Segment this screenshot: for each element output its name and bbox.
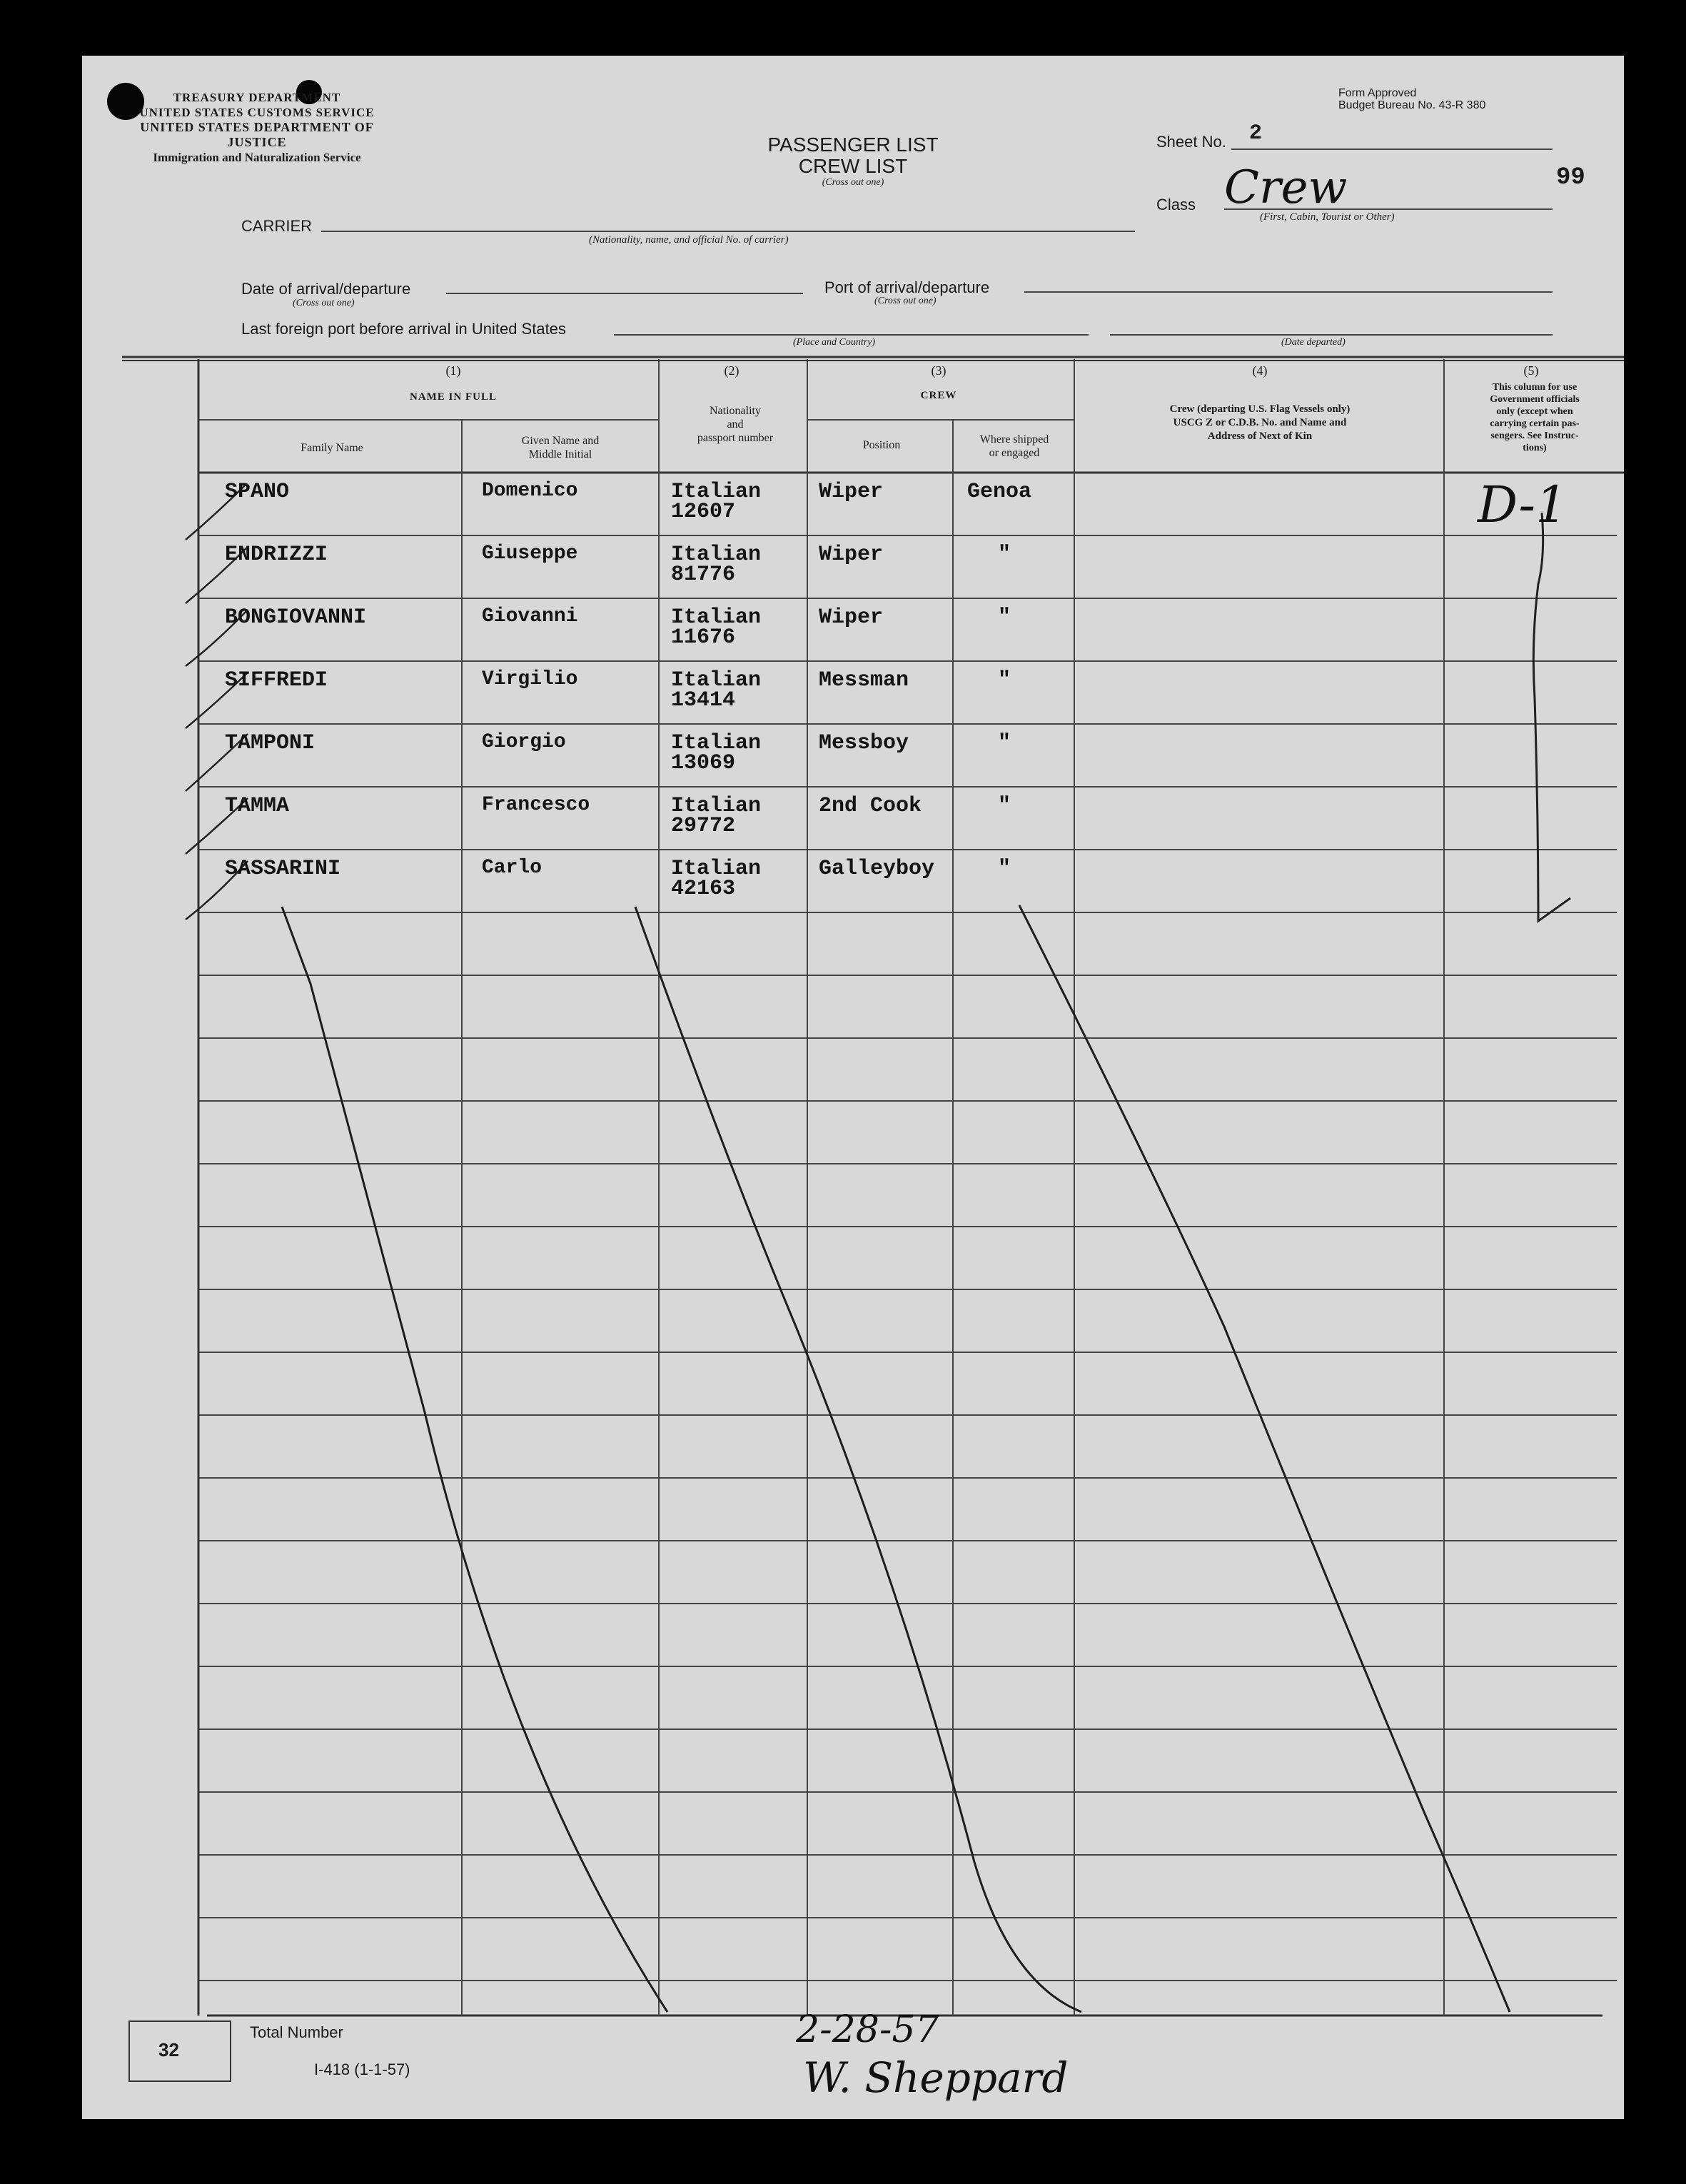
given-name: Domenico (482, 480, 578, 502)
form-sheet (82, 56, 1624, 2119)
passport-number: 11676 (671, 625, 736, 650)
nationality: Italian (671, 794, 762, 818)
passport-number: 12607 (671, 500, 736, 524)
where-shipped: " (998, 794, 1011, 818)
given-line-1: Given Name and (521, 435, 600, 447)
arrival-note: (Cross out one) (293, 298, 355, 308)
where-shipped: " (998, 731, 1011, 755)
nationality: Italian (671, 857, 762, 881)
shipped-line-2: or engaged (989, 447, 1040, 459)
where-shipped: " (998, 668, 1011, 693)
col-family-name: Family Name (301, 442, 363, 454)
c5-line-3: only (except when (1496, 406, 1573, 417)
col5-annotation: D-1 (1478, 475, 1568, 534)
form-approved-line-2: Budget Bureau No. 43-R 380 (1338, 99, 1486, 111)
nationality: Italian (671, 731, 762, 755)
col5-number: (5) (1523, 363, 1539, 378)
given-name: Giorgio (482, 731, 566, 753)
handwritten-date: 2-28-57 (796, 2008, 939, 2051)
agency-line-2: UNITED STATES CUSTOMS SERVICE (139, 106, 375, 119)
title-passenger-list: PASSENGER LIST (767, 134, 939, 156)
c4-line-1: Crew (departing U.S. Flag Vessels only) (1169, 403, 1351, 415)
family-name: TAMMA (225, 794, 290, 818)
col2-number: (2) (724, 363, 739, 378)
where-shipped: " (998, 605, 1011, 630)
position: Wiper (819, 543, 884, 567)
col3-number: (3) (931, 363, 947, 378)
port-label: Port of arrival/departure (824, 278, 990, 296)
given-name: Virgilio (482, 668, 578, 690)
position: Wiper (819, 480, 884, 504)
given-name: Carlo (482, 857, 542, 879)
signature: W. Sheppard (803, 2053, 1069, 2102)
total-box-value: 32 (158, 2039, 179, 2060)
last-port-note-date: (Date departed) (1281, 337, 1346, 348)
col4-title (1078, 403, 1442, 443)
position: Messman (819, 668, 909, 693)
family-name: SASSARINI (225, 857, 341, 881)
passport-number: 13069 (671, 751, 736, 775)
carrier-label: CARRIER (241, 217, 313, 235)
col5-title (1445, 381, 1624, 454)
nationality: Italian (671, 605, 762, 630)
class-value: Crew (1224, 161, 1348, 214)
port-note: (Cross out one) (874, 296, 937, 306)
nationality: Italian (671, 668, 762, 693)
family-name: TAMPONI (225, 731, 316, 755)
form-number: I-418 (1-1-57) (314, 2060, 410, 2078)
carrier-note: (Nationality, name, and official No. of carrier) (589, 234, 789, 246)
position: Wiper (819, 605, 884, 630)
family-name: SIFFREDI (225, 668, 328, 693)
c4-line-2: USCG Z or C.D.B. No. and Name and (1173, 417, 1347, 428)
col-where-shipped (954, 433, 1074, 460)
given-name: Giovanni (482, 605, 578, 628)
c5-line-4: carrying certain pas- (1490, 418, 1580, 429)
position: Galleyboy (819, 857, 935, 881)
col4-number: (4) (1252, 363, 1268, 378)
arrival-label: Date of arrival/departure (241, 280, 411, 298)
total-box (128, 2021, 231, 2082)
c2-line-3: passport number (697, 432, 774, 444)
family-name: SPANO (225, 480, 290, 504)
c5-line-5: sengers. See Instruc- (1490, 431, 1579, 441)
c5-line-1: This column for use (1492, 382, 1578, 393)
given-name: Giuseppe (482, 543, 578, 565)
family-name: ENDRIZZI (225, 543, 328, 567)
passport-number: 13414 (671, 688, 736, 713)
shipped-line-1: Where shipped (979, 433, 1049, 446)
where-shipped: " (998, 857, 1011, 881)
where-shipped: " (998, 543, 1011, 567)
col1-number: (1) (445, 363, 461, 378)
col-given-name (464, 434, 657, 461)
title-crew-list: CREW LIST (798, 155, 908, 177)
title-note: (Cross out one) (822, 177, 884, 188)
c4-line-3: Address of Next of Kin (1207, 431, 1313, 442)
agency-line-1: TREASURY DEPARTMENT (173, 91, 341, 104)
agency-line-3: UNITED STATES DEPARTMENT OF JUSTICE (140, 120, 374, 149)
c5-line-6: tions) (1523, 443, 1547, 453)
total-label: Total Number (250, 2023, 343, 2041)
table-grid (82, 56, 1624, 2119)
given-line-2: Middle Initial (528, 448, 592, 461)
sheet-no-label: Sheet No. (1156, 133, 1226, 151)
c2-line-2: and (727, 418, 744, 431)
sheet-no-value: 2 (1249, 121, 1263, 146)
nationality: Italian (671, 543, 762, 567)
corner-number: 99 (1556, 164, 1585, 191)
passport-number: 29772 (671, 814, 736, 838)
position: Messboy (819, 731, 909, 755)
class-label: Class (1156, 196, 1196, 213)
col-position: Position (862, 439, 901, 451)
class-note: (First, Cabin, Tourist or Other) (1260, 211, 1395, 223)
passport-number: 81776 (671, 563, 736, 587)
where-shipped: Genoa (967, 480, 1032, 504)
col3-title: CREW (920, 390, 957, 401)
col1-title: NAME IN FULL (409, 391, 497, 403)
form-approved-line-1: Form Approved (1338, 87, 1417, 99)
c5-line-2: Government officials (1490, 394, 1580, 405)
given-name: Francesco (482, 794, 590, 816)
agency-line-4: Immigration and Naturalization Service (153, 151, 361, 164)
family-name: BONGIOVANNI (225, 605, 367, 630)
c2-line-1: Nationality (710, 405, 761, 417)
last-port-label: Last foreign port before arrival in United States (241, 320, 566, 338)
passport-number: 42163 (671, 877, 736, 901)
position: 2nd Cook (819, 794, 922, 818)
col2-title (664, 404, 807, 445)
nationality: Italian (671, 480, 762, 504)
last-port-note-place: (Place and Country) (793, 337, 876, 348)
